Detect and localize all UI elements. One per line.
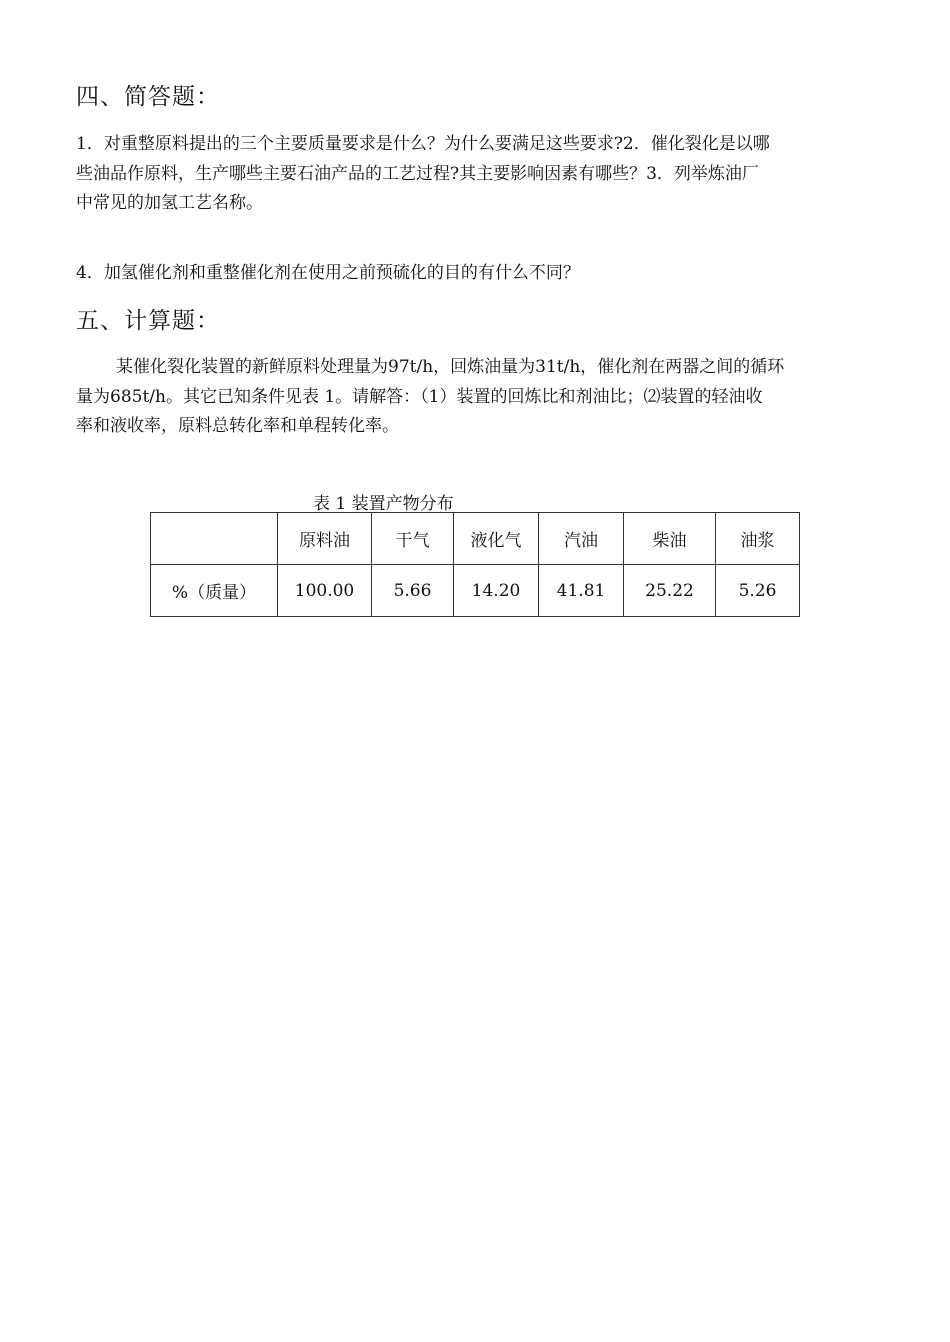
product-distribution-table xyxy=(150,512,800,617)
header-cell: 干气 xyxy=(372,513,454,565)
question-line: 4．加氢催化剂和重整催化剂在使用之前预硫化的目的有什么不同？ xyxy=(76,263,580,283)
short-answer-heading: 四、简答题： xyxy=(76,84,220,110)
calculation-heading: 五、计算题： xyxy=(76,308,220,334)
table-cell: 41.81 xyxy=(539,565,624,617)
header-cell xyxy=(151,513,278,565)
calculation-problem xyxy=(76,353,876,442)
table-cell: 14.20 xyxy=(454,565,539,617)
header-cell: 液化气 xyxy=(454,513,539,565)
question-line: 中常见的加氢工艺名称。 xyxy=(76,193,263,213)
header-cell: 柴油 xyxy=(624,513,716,565)
table-cell: 5.26 xyxy=(716,565,800,617)
question-4 xyxy=(76,259,876,289)
header-cell: 原料油 xyxy=(278,513,372,565)
table-cell: 25.22 xyxy=(624,565,716,617)
question-line: 1．对重整原料提出的三个主要质量要求是什么？为什么要满足这些要求?2．催化裂化是以哪 xyxy=(76,134,770,154)
table-cell: 5.66 xyxy=(372,565,454,617)
problem-line: 某催化裂化装置的新鲜原料处理量为97t/h，回炼油量为31t/h，催化剂在两器之间的循环 xyxy=(116,357,785,377)
table-cell: 100.00 xyxy=(278,565,372,617)
table-caption: 表 1 装置产物分布 xyxy=(313,494,454,514)
header-cell: 汽油 xyxy=(539,513,624,565)
problem-line: 率和液收率，原料总转化率和单程转化率。 xyxy=(76,416,399,436)
short-answer-questions xyxy=(76,130,876,219)
problem-line: 量为685t/h。其它已知条件见表 1。请解答：（1）装置的回炼比和剂油比；⑵装置的轻油收 xyxy=(76,386,763,407)
table-cell: %（质量） xyxy=(151,565,278,617)
table-row xyxy=(151,565,800,617)
table-header-row xyxy=(151,513,800,565)
question-line: 些油品作原料，生产哪些主要石油产品的工艺过程?其主要影响因素有哪些？3．列举炼油厂 xyxy=(76,163,759,184)
header-cell: 油浆 xyxy=(716,513,800,565)
